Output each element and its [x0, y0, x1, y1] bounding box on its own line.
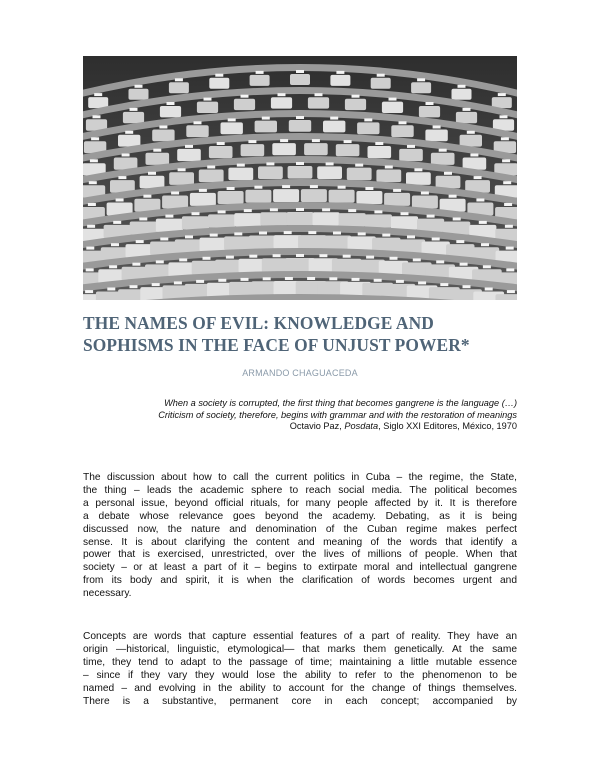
seat-nameplate	[130, 108, 138, 111]
seat	[330, 75, 350, 86]
paragraph-line: origin —historical, linguistic, etymological— that marks them genetically. At the same	[83, 643, 517, 655]
seat-nameplate	[273, 254, 281, 257]
seat-nameplate	[192, 212, 200, 215]
seat-nameplate	[254, 186, 262, 189]
paragraph-line: the thing – leads the academic sphere to reach social media. The political becomes	[83, 484, 517, 496]
paragraph-line: power that is exercised, unrestricted, over the lives of millions of people. When that	[83, 549, 517, 561]
body-paragraph-2	[83, 631, 517, 708]
seat	[249, 236, 277, 250]
seat-nameplate	[503, 181, 511, 184]
seat	[245, 190, 271, 203]
seat-nameplate	[358, 232, 366, 235]
seat-nameplate	[215, 74, 223, 77]
epigraph-source-rest: , Siglo XXI Editores, México, 1970	[378, 421, 517, 431]
seat-nameplate	[296, 162, 304, 165]
paragraph-line: discussed now, the nature and denomination of the Cuban regime makes perfect	[83, 523, 517, 535]
seat-nameplate	[348, 209, 356, 212]
seat-nameplate	[407, 235, 415, 238]
paragraph-line: a debate whose relevance goes beyond the academy. Debating, as it is being	[83, 510, 517, 522]
seat	[368, 146, 392, 158]
seat-nameplate	[414, 168, 422, 171]
seat-nameplate	[374, 210, 382, 213]
seat	[348, 236, 376, 250]
seat-nameplate	[178, 168, 186, 171]
seat-nameplate	[87, 225, 95, 228]
seat-nameplate	[249, 255, 257, 258]
seat	[298, 235, 326, 249]
seat-nameplate	[270, 208, 278, 211]
paragraph-line: from its body and spirit, it is when the clarification of words becomes urgent and	[83, 575, 517, 587]
seat-nameplate	[385, 166, 393, 169]
seat-nameplate	[374, 279, 382, 282]
seat-nameplate	[506, 268, 514, 271]
seat	[175, 239, 203, 253]
seat-nameplate	[343, 255, 351, 258]
seat	[218, 191, 244, 204]
seat	[250, 75, 270, 86]
seat-nameplate	[86, 247, 94, 250]
seat-nameplate	[234, 232, 242, 235]
seat-nameplate	[185, 235, 193, 238]
seat-nameplate	[171, 192, 179, 195]
seat-nameplate	[407, 145, 415, 148]
seat-nameplate	[86, 268, 94, 271]
seat	[397, 239, 425, 253]
seat-nameplate	[226, 256, 234, 259]
seat-nameplate	[485, 288, 493, 291]
seat-nameplate	[135, 85, 143, 88]
seat	[372, 238, 400, 252]
seat	[460, 135, 482, 147]
seat-nameplate	[139, 218, 147, 221]
seat	[118, 135, 140, 147]
seat-nameplate	[344, 140, 352, 143]
seat-nameplate	[130, 285, 138, 288]
seat-nameplate	[125, 131, 133, 134]
seat-nameplate	[453, 218, 461, 221]
seat	[323, 236, 351, 250]
seat-nameplate	[118, 176, 126, 179]
seat-nameplate	[470, 154, 478, 157]
seat-nameplate	[427, 215, 435, 218]
seat-nameplate	[113, 221, 121, 224]
seat	[286, 212, 313, 225]
seat	[317, 166, 342, 179]
seat-nameplate	[296, 70, 304, 73]
seat-nameplate	[505, 225, 513, 228]
seat-nameplate	[218, 210, 226, 213]
seat	[182, 216, 209, 229]
seat	[357, 122, 379, 134]
seat-nameplate	[500, 115, 508, 118]
seat	[356, 191, 382, 204]
article-title	[83, 312, 523, 356]
title-line-1: THE NAMES OF EVIL: KNOWLEDGE AND	[83, 313, 434, 333]
seat-nameplate	[333, 232, 341, 235]
seat-nameplate	[259, 232, 267, 235]
epigraph	[77, 398, 517, 433]
seat-nameplate	[390, 257, 398, 260]
seat-nameplate	[227, 187, 235, 190]
seat	[347, 168, 372, 181]
seat-nameplate	[352, 95, 360, 98]
paragraph-line: named – and evolving in the ability to account for the change of things themselves.	[83, 682, 517, 694]
seat-nameplate	[296, 208, 304, 211]
seat-nameplate	[91, 137, 99, 140]
seat-nameplate	[116, 199, 124, 202]
seat	[431, 153, 455, 165]
seat-nameplate	[196, 280, 204, 283]
seat-nameplate	[433, 126, 441, 129]
seat	[209, 78, 229, 89]
seat	[376, 170, 401, 183]
seat-nameplate	[498, 93, 506, 96]
seat-nameplate	[483, 265, 491, 268]
seat-nameplate	[148, 172, 156, 175]
seat-nameplate	[143, 195, 151, 198]
seat	[152, 130, 174, 142]
seat	[169, 172, 194, 185]
seat-nameplate	[501, 137, 509, 140]
seat-nameplate	[463, 285, 471, 288]
seat	[425, 130, 447, 142]
seat-nameplate	[329, 277, 337, 280]
seat-nameplate	[204, 98, 212, 101]
seat-nameplate	[237, 164, 245, 167]
seat-nameplate	[467, 131, 475, 134]
seat-nameplate	[506, 247, 514, 250]
seat	[391, 125, 413, 137]
seat-nameplate	[444, 172, 452, 175]
seat-nameplate	[413, 258, 421, 261]
seat-nameplate	[315, 93, 323, 96]
seat-nameplate	[136, 240, 144, 243]
seat-nameplate	[160, 238, 168, 241]
seat	[382, 102, 403, 113]
epigraph-quote-line-1: When a society is corrupted, the first thing that becomes gangrene is the language (…)	[164, 398, 517, 408]
seat-nameplate	[207, 166, 215, 169]
seat-nameplate	[418, 281, 426, 284]
seat-nameplate	[399, 121, 407, 124]
seat	[406, 172, 431, 185]
seat-nameplate	[377, 74, 385, 77]
seat-nameplate	[88, 203, 96, 206]
seat	[190, 193, 216, 206]
seat-nameplate	[449, 195, 457, 198]
seat	[260, 212, 287, 225]
seat-nameplate	[282, 185, 290, 188]
seat-nameplate	[153, 149, 161, 152]
seat	[329, 190, 355, 203]
seat	[255, 121, 277, 133]
seat-nameplate	[366, 256, 374, 259]
seat-nameplate	[152, 283, 160, 286]
seat-nameplate	[330, 117, 338, 120]
seat-nameplate	[336, 71, 344, 74]
seat-nameplate	[507, 290, 515, 293]
seat-nameplate	[285, 277, 293, 280]
seat-nameplate	[296, 254, 304, 257]
seat	[228, 168, 253, 181]
seat	[345, 99, 366, 110]
seat-nameplate	[210, 234, 218, 237]
seat-nameplate	[85, 290, 93, 293]
seat-nameplate	[122, 154, 130, 157]
seat-nameplate	[476, 199, 484, 202]
seat	[271, 97, 292, 108]
seat-nameplate	[156, 260, 164, 263]
seat	[200, 238, 228, 252]
seat-nameplate	[365, 187, 373, 190]
seat-nameplate	[93, 115, 101, 118]
seat-nameplate	[436, 260, 444, 263]
seat-nameplate	[278, 93, 286, 96]
seat	[234, 213, 261, 226]
paragraph-line: Concepts are words that capture essential features of a part of reality. They have an	[83, 631, 517, 642]
seat	[221, 122, 243, 134]
paragraph-line: time, they tend to adapt to the passage of time; maintaining a little mutable essence	[83, 656, 517, 668]
seat-nameplate	[89, 181, 97, 184]
seat-nameplate	[107, 288, 115, 291]
seat-nameplate	[474, 176, 482, 179]
seat-nameplate	[179, 258, 187, 261]
seat	[371, 78, 391, 89]
seat	[290, 74, 310, 85]
seat-nameplate	[241, 278, 249, 281]
seat-nameplate	[417, 78, 425, 81]
seat	[177, 149, 201, 161]
seat-nameplate	[109, 265, 117, 268]
paragraph-line: society – or at least a part of it – begins to extirpate moral and intellectual gangrene	[83, 562, 517, 574]
seat-nameplate	[256, 71, 264, 74]
seat-nameplate	[312, 139, 320, 142]
author-name: ARMANDO CHAGUACEDA	[242, 368, 358, 378]
seat	[456, 112, 477, 123]
seat-nameplate	[159, 126, 167, 129]
seat-nameplate	[396, 280, 404, 283]
seat-nameplate	[502, 159, 510, 162]
seat-nameplate	[185, 145, 193, 148]
seat-nameplate	[248, 140, 256, 143]
seat	[272, 143, 296, 155]
paragraph-line: a personal issue, beyond official rituals, for many people affected by it. It is therefore	[83, 497, 517, 509]
seat-nameplate	[364, 118, 372, 121]
seat-nameplate	[326, 162, 334, 165]
seat-nameplate	[132, 263, 140, 266]
seat-nameplate	[263, 277, 271, 280]
seat	[399, 149, 423, 161]
seat	[258, 166, 283, 179]
seat	[492, 97, 512, 108]
body-paragraph-1	[83, 472, 517, 601]
seat-nameplate	[262, 117, 270, 120]
seat	[304, 143, 328, 155]
seat-nameplate	[296, 116, 304, 119]
seat-nameplate	[355, 164, 363, 167]
epigraph-quote-line-2: Criticism of society, therefore, begins with grammar and with the restoration of meanings	[158, 409, 517, 420]
seat-nameplate	[421, 192, 429, 195]
seat	[162, 196, 188, 209]
epigraph-source-author: Octavio Paz,	[289, 421, 345, 431]
seat-nameplate	[167, 102, 175, 105]
seat-nameplate	[481, 243, 489, 246]
seat	[384, 193, 410, 206]
seat-nameplate	[203, 257, 211, 260]
seat-nameplate	[375, 142, 383, 145]
seat	[436, 176, 461, 189]
seat	[208, 214, 235, 227]
seat-nameplate	[280, 139, 288, 142]
seat-nameplate	[90, 159, 98, 162]
seat	[224, 236, 252, 250]
seat-nameplate	[440, 283, 448, 286]
seat	[273, 189, 299, 202]
seat	[339, 213, 366, 226]
seat-nameplate	[217, 142, 225, 145]
seat-nameplate	[401, 212, 409, 215]
paragraph-line: The discussion about how to call the current politics in Cuba – the regime, the State,	[83, 472, 517, 483]
paragraph-line: necessary.	[83, 588, 132, 600]
seat-nameplate	[194, 121, 202, 124]
seat-nameplate	[458, 85, 466, 88]
seat-nameplate	[439, 149, 447, 152]
seat-nameplate	[111, 243, 119, 246]
epigraph-source-work: Posdata	[344, 421, 379, 431]
seat-nameplate	[463, 108, 471, 111]
epigraph-source	[77, 421, 517, 433]
seat-nameplate	[393, 189, 401, 192]
seat-nameplate	[338, 186, 346, 189]
seat	[452, 89, 472, 100]
paragraph-line: sense. It is about clarifying the content and meaning of the words that identify a	[83, 536, 517, 548]
seat-nameplate	[382, 234, 390, 237]
seat	[301, 189, 327, 202]
seat	[160, 106, 181, 117]
seat	[209, 146, 233, 158]
seat	[140, 176, 165, 189]
seat	[129, 89, 149, 100]
seat-nameplate	[284, 231, 292, 234]
paragraph-line: There is a substantive, permanent core in each concept; accompanied by	[83, 695, 517, 707]
seat	[496, 294, 518, 300]
seat-nameplate	[389, 98, 397, 101]
seat	[289, 120, 311, 132]
seat	[186, 125, 208, 137]
seat	[241, 144, 265, 156]
seat	[412, 196, 438, 209]
seat	[323, 121, 345, 133]
seat	[123, 112, 144, 123]
hero-photo-parliament-seats	[83, 56, 517, 300]
seat	[288, 166, 313, 179]
seat	[365, 214, 392, 227]
title-line-2: SOPHISMS IN THE FACE OF UNJUST POWER*	[83, 335, 470, 355]
seat-nameplate	[310, 185, 318, 188]
seat-nameplate	[319, 254, 327, 257]
seat-nameplate	[165, 215, 173, 218]
seat	[411, 82, 431, 93]
seat	[234, 99, 255, 110]
paragraph-line: – since if they vary they would lose the ability to refer to the phenomenon to be	[83, 669, 517, 681]
seat-nameplate	[228, 118, 236, 121]
seat	[169, 82, 189, 93]
seat	[199, 170, 224, 183]
seat-nameplate	[456, 240, 464, 243]
seat	[88, 97, 108, 108]
seat-nameplate	[322, 208, 330, 211]
seat-nameplate	[94, 93, 102, 96]
seat-nameplate	[504, 203, 512, 206]
seat-nameplate	[479, 221, 487, 224]
seat-nameplate	[175, 78, 183, 81]
seat	[419, 106, 440, 117]
seat-nameplate	[426, 102, 434, 105]
seat-nameplate	[241, 95, 249, 98]
seat	[146, 153, 170, 165]
seat	[391, 216, 418, 229]
seat	[274, 235, 302, 249]
seat-nameplate	[308, 231, 316, 234]
seat-nameplate	[174, 281, 182, 284]
seat	[308, 97, 329, 108]
seat-nameplate	[352, 278, 360, 281]
seat	[197, 102, 218, 113]
seat-nameplate	[199, 189, 207, 192]
seat-nameplate	[218, 279, 226, 282]
seat-nameplate	[266, 162, 274, 165]
seat	[313, 212, 340, 225]
seat-nameplate	[432, 238, 440, 241]
seat	[336, 144, 360, 156]
seat-nameplate	[244, 209, 252, 212]
seat-nameplate	[307, 277, 315, 280]
seat-nameplate	[460, 263, 468, 266]
